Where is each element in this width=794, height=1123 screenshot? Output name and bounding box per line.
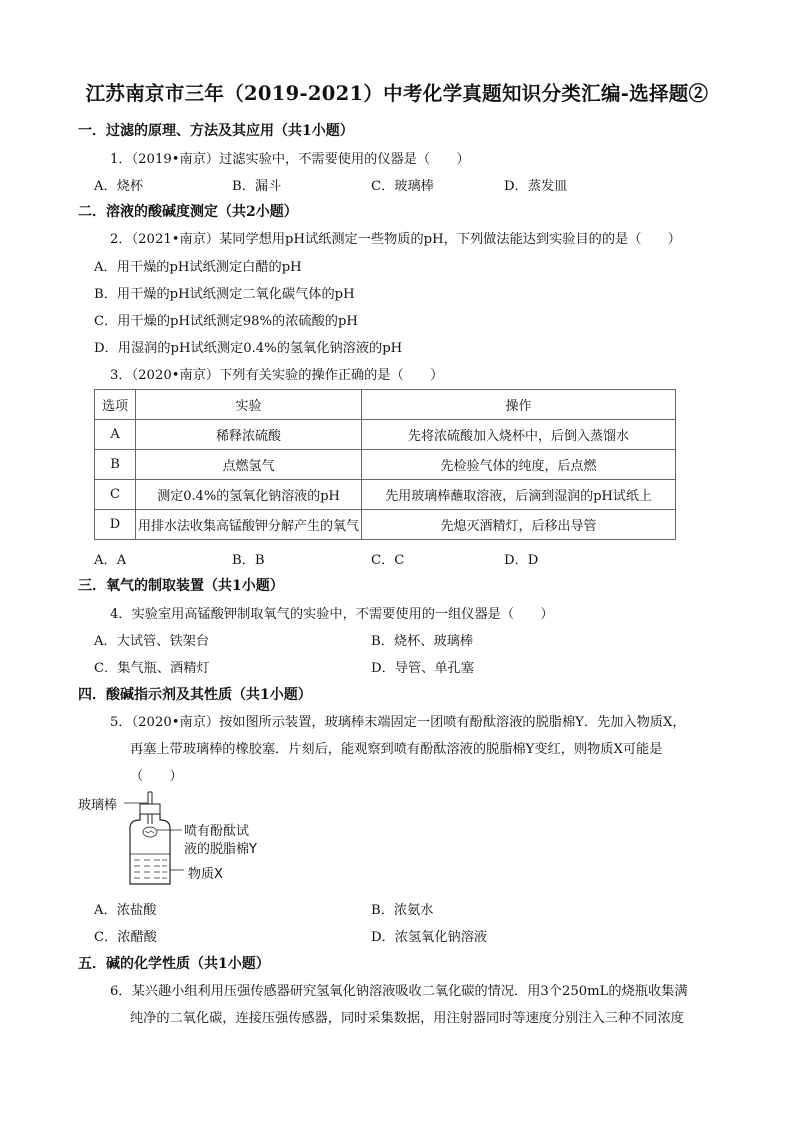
question-4-stem: 4．实验室用高锰酸钾制取氧气的实验中，不需要使用的一组仪器是（ ） [110,607,554,622]
section-heading-5: 五．碱的化学性质（共1小题） [78,956,270,972]
question-5-stem-line-1: 5．（2020•南京）按如图所示装置，玻璃棒末端固定一团喷有酚酞溶液的脱脂棉Y．先加入物质X， [110,715,686,730]
section-heading-4: 四．酸碱指示剂及其性质（共1小题） [78,687,312,703]
question-6-stem-line-1: 6．某兴趣小组利用压强传感器研究氢氧化钠溶液吸收二氧化碳的情况．用3个250mL的烧瓶收集满 [110,984,688,999]
label-cotton-line-2: 液的脱脂棉Y [184,842,257,857]
question-6-stem-line-2: 纯净的二氧化碳，连接压强传感器，同时采集数据，用注射器同时等速度分别注入三种不同浓度 [130,1011,684,1026]
question-5-option-a: A．浓盐酸 [94,903,157,918]
table-cell: A [95,420,136,450]
table-cell: 用排水法收集高锰酸钾分解产生的氧气 [136,510,362,540]
table-row [95,480,676,510]
table-cell: D [95,510,136,540]
table-cell: 先熄灭酒精灯，后移出导管 [362,510,676,540]
question-3-option-b: B．B [232,553,265,568]
question-2-option-c: C．用干燥的pH试纸测定98%的浓硫酸的pH [94,314,358,329]
question-4-option-a: A．大试管、铁架台 [94,634,210,649]
question-5-option-c: C．浓醋酸 [94,930,157,945]
question-1-option-a: A．烧杯 [94,179,144,194]
question-3-option-d: D．D [504,553,539,568]
table-header-row [95,390,676,420]
question-1-option-d: D．蒸发皿 [504,179,568,194]
table-header-cell: 选项 [95,390,136,420]
apparatus-figure [78,790,298,890]
question-1-option-c: C．玻璃棒 [371,179,434,194]
question-3-option-a: A．A [94,553,127,568]
question-2-option-d: D．用湿润的pH试纸测定0.4%的氢氧化钠溶液的pH [94,341,403,356]
page-title: 江苏南京市三年（2019-2021）中考化学真题知识分类汇编-选择题② [85,82,709,105]
question-5-option-d: D．浓氢氧化钠溶液 [371,930,488,945]
label-cotton-line-1: 喷有酚酞试 [184,824,250,839]
table-cell: 先将浓硫酸加入烧杯中，后倒入蒸馏水 [362,420,676,450]
table-header-cell: 操作 [362,390,676,420]
table-row [95,420,676,450]
table-cell: 先检验气体的纯度，后点燃 [362,450,676,480]
question-4-option-b: B．烧杯、玻璃棒 [371,634,474,649]
question-1-option-b: B．漏斗 [232,179,282,194]
question-2-option-a: A．用干燥的pH试纸测定白醋的pH [94,260,302,275]
table-row [95,510,676,540]
label-glass-rod: 玻璃棒 [78,798,118,813]
question-5-stem-line-2: 再塞上带玻璃棒的橡胶塞．片刻后，能观察到喷有酚酞溶液的脱脂棉Y变红，则物质X可能是 [130,742,663,757]
question-3-stem: 3．（2020•南京）下列有关实验的操作正确的是（ ） [110,368,444,383]
table-cell: 先用玻璃棒蘸取溶液，后滴到湿润的pH试纸上 [362,480,676,510]
experiment-table [94,389,676,540]
table-cell: 点燃氢气 [136,450,362,480]
question-4-option-d: D．导管、单孔塞 [371,661,474,676]
question-5-stem-line-3: （ ） [130,769,183,784]
section-heading-2: 二．溶液的酸碱度测定（共2小题） [78,204,298,220]
flask-drawing [78,790,188,890]
question-5-option-b: B．浓氨水 [371,903,434,918]
table-row [95,450,676,480]
table-cell: C [95,480,136,510]
table-cell: B [95,450,136,480]
table-cell: 测定0.4%的氢氧化钠溶液的pH [136,480,362,510]
table-cell: 稀释浓硫酸 [136,420,362,450]
section-heading-3: 三．氧气的制取装置（共1小题） [78,578,284,594]
question-2-option-b: B．用干燥的pH试纸测定二氧化碳气体的pH [94,287,355,302]
label-substance-x: 物质X [188,867,223,882]
question-4-option-c: C．集气瓶、酒精灯 [94,661,210,676]
question-2-stem: 2．（2021•南京）某同学想用pH试纸测定一些物质的pH，下列做法能达到实验目的的是（ ） [110,232,681,247]
question-3-option-c: C．C [371,553,405,568]
table-header-cell: 实验 [136,390,362,420]
question-1-stem: 1．（2019•南京）过滤实验中，不需要使用的仪器是（ ） [110,152,470,167]
section-heading-1: 一．过滤的原理、方法及其应用（共1小题） [78,123,354,139]
